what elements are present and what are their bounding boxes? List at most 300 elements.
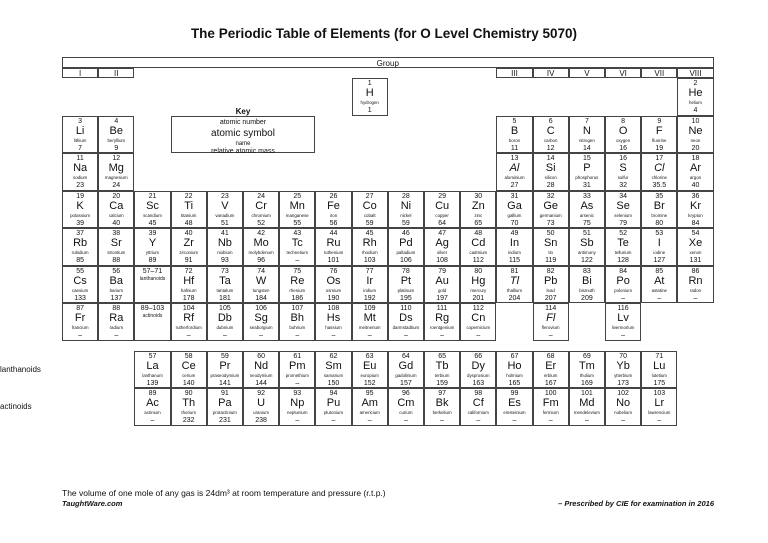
relative-atomic-mass: 192 xyxy=(363,294,376,302)
element-name: tellurium xyxy=(614,250,632,255)
atomic-number: 31 xyxy=(510,192,519,200)
element-symbol: C xyxy=(546,124,555,137)
atomic-number: 69 xyxy=(582,352,591,360)
element-cell-o xyxy=(605,116,641,154)
atomic-number: 74 xyxy=(257,267,265,275)
atomic-number: 106 xyxy=(255,305,267,312)
placeholder-label: lanthanoids xyxy=(139,275,166,282)
element-cell-w xyxy=(243,266,279,304)
atomic-number: 102 xyxy=(617,390,629,397)
relative-atomic-mass: – xyxy=(440,417,445,424)
atomic-number: 22 xyxy=(184,192,193,200)
element-name: helium xyxy=(689,100,702,105)
element-symbol: Ne xyxy=(688,124,703,137)
relative-atomic-mass: – xyxy=(295,417,300,424)
element-cell-br xyxy=(641,191,677,229)
element-name: calcium xyxy=(108,212,124,218)
element-symbol: As xyxy=(580,199,594,212)
element-cell-cu xyxy=(424,191,460,229)
element-symbol: No xyxy=(616,397,631,409)
element-cell-bk xyxy=(424,388,460,426)
element-name: vanadium xyxy=(215,212,235,218)
atomic-number: 90 xyxy=(184,390,193,397)
element-symbol: H xyxy=(365,87,374,99)
atomic-number: 97 xyxy=(438,390,446,397)
element-name: thallium xyxy=(506,287,523,293)
periodic-table xyxy=(0,57,714,487)
atomic-number: 60 xyxy=(257,352,265,360)
relative-atomic-mass: 1 xyxy=(367,107,372,114)
element-symbol: Rn xyxy=(688,274,703,287)
element-name: bohrium xyxy=(289,325,306,330)
element-symbol: Pr xyxy=(219,359,231,372)
relative-atomic-mass: 173 xyxy=(617,379,629,387)
element-cell-cf xyxy=(460,388,496,426)
placeholder-range: 57–71 xyxy=(142,267,163,275)
atomic-number: 19 xyxy=(76,192,84,200)
relative-atomic-mass: 190 xyxy=(327,294,340,302)
element-cell-as xyxy=(569,191,605,229)
element-symbol: U xyxy=(257,397,266,409)
element-symbol: Pt xyxy=(400,274,412,287)
element-symbol: Pd xyxy=(399,237,413,249)
element-symbol: Mg xyxy=(108,162,124,174)
relative-atomic-mass: – xyxy=(621,332,626,339)
element-name: lithium xyxy=(73,137,87,143)
element-symbol: Ds xyxy=(399,312,413,324)
element-symbol: Rb xyxy=(73,237,88,249)
element-symbol: B xyxy=(510,124,519,137)
element-cell-cs xyxy=(62,266,98,304)
group-header-i: I xyxy=(62,68,98,78)
relative-atomic-mass: 35.5 xyxy=(652,182,667,189)
element-name: iron xyxy=(329,212,338,218)
relative-atomic-mass: 32 xyxy=(619,182,627,189)
element-symbol: Am xyxy=(361,397,378,409)
element-cell-mn xyxy=(279,191,315,229)
relative-atomic-mass: – xyxy=(476,332,481,339)
element-name: barium xyxy=(109,287,123,293)
atomic-number: 41 xyxy=(220,230,229,237)
element-name: nickel xyxy=(400,212,412,218)
relative-atomic-mass: – xyxy=(440,332,445,339)
element-symbol: Rf xyxy=(183,312,195,324)
relative-atomic-mass: 11 xyxy=(510,144,519,152)
relative-atomic-mass: 88 xyxy=(112,257,121,264)
element-cell-sm xyxy=(315,351,351,389)
element-name: curium xyxy=(399,410,413,415)
element-cell-th xyxy=(171,388,207,426)
element-symbol: Mo xyxy=(253,237,269,249)
relative-atomic-mass: 39 xyxy=(76,219,84,227)
element-cell-at xyxy=(641,266,677,304)
element-cell-bh xyxy=(279,303,315,341)
atomic-number: 104 xyxy=(182,305,195,312)
element-name: boron xyxy=(508,137,521,143)
element-symbol: Cf xyxy=(472,397,484,409)
key-atomic-symbol: atomic symbol xyxy=(211,127,275,139)
element-symbol: He xyxy=(688,87,703,99)
lanthanoids-row-label: lanthanoids xyxy=(0,364,41,374)
element-cell-c xyxy=(533,116,569,154)
element-cell-ag xyxy=(424,228,460,266)
element-cell-cd xyxy=(460,228,496,266)
element-symbol: Fr xyxy=(74,312,86,324)
element-cell-cm xyxy=(388,388,424,426)
element-cell-pb xyxy=(533,266,569,304)
element-name: silver xyxy=(436,250,448,255)
element-cell-gd xyxy=(388,351,424,389)
element-name: tantalum xyxy=(216,287,234,293)
atomic-number: 86 xyxy=(691,267,700,275)
atomic-number: 35 xyxy=(655,192,664,200)
element-name: palladium xyxy=(396,250,416,255)
atomic-number: 82 xyxy=(546,267,555,275)
key-box xyxy=(171,116,316,154)
relative-atomic-mass: 12 xyxy=(546,144,555,152)
element-name: erbium xyxy=(543,372,558,378)
element-cell-db xyxy=(207,303,243,341)
relative-atomic-mass: 127 xyxy=(653,257,666,264)
element-name: plutonium xyxy=(323,410,343,415)
element-cell-rn xyxy=(677,266,713,304)
element-symbol: Th xyxy=(182,397,196,409)
element-cell-ru xyxy=(315,228,351,266)
relative-atomic-mass: – xyxy=(150,417,155,424)
atomic-number: 77 xyxy=(365,267,374,275)
relative-atomic-mass: 152 xyxy=(363,379,376,387)
element-cell-he xyxy=(677,78,713,116)
element-cell-v xyxy=(207,191,243,229)
element-cell-ra xyxy=(98,303,134,341)
element-name: praseodymium xyxy=(210,372,240,378)
atomic-number: 61 xyxy=(293,352,302,360)
element-cell-ni xyxy=(388,191,424,229)
element-symbol: Cd xyxy=(471,237,486,249)
element-name: carbon xyxy=(543,137,558,143)
element-cell-ar xyxy=(677,153,713,191)
atomic-number: 57 xyxy=(148,352,157,360)
element-symbol: Cr xyxy=(255,199,267,212)
element-symbol: W xyxy=(255,274,267,287)
element-symbol: In xyxy=(509,237,520,249)
element-symbol: Lv xyxy=(617,312,629,324)
atomic-number: 55 xyxy=(76,267,84,275)
relative-atomic-mass: 184 xyxy=(255,294,267,302)
element-symbol: Tm xyxy=(578,359,595,372)
atomic-number: 99 xyxy=(510,390,519,397)
relative-atomic-mass: 24 xyxy=(112,182,121,189)
atomic-number: 36 xyxy=(691,192,700,200)
footer-gas-volume-note: The volume of one mole of any gas is 24dm³ at room temperature and pressure (r.t.p.) xyxy=(62,488,386,498)
relative-atomic-mass: – xyxy=(584,417,589,424)
element-symbol: Re xyxy=(290,274,305,287)
element-cell-tc xyxy=(279,228,315,266)
element-symbol: Hs xyxy=(326,312,341,324)
element-name: seaborgium xyxy=(249,325,273,330)
element-symbol: Al xyxy=(509,162,520,174)
actinoids-row-label: actinoids xyxy=(0,402,32,411)
element-cell-h xyxy=(352,78,388,116)
relative-atomic-mass: 91 xyxy=(184,257,193,264)
element-symbol: Sb xyxy=(580,237,594,249)
element-name: sodium xyxy=(73,175,88,180)
atomic-number: 38 xyxy=(112,230,121,237)
relative-atomic-mass: 27 xyxy=(510,182,519,189)
atomic-number: 24 xyxy=(257,192,265,200)
element-cell-ga xyxy=(496,191,532,229)
element-symbol: Mt xyxy=(363,312,376,324)
element-symbol: I xyxy=(657,237,661,249)
relative-atomic-mass: – xyxy=(512,417,517,424)
element-name: silicon xyxy=(544,175,557,180)
element-symbol: Rg xyxy=(435,312,450,324)
relative-atomic-mass: 201 xyxy=(472,294,485,302)
element-name: polonium xyxy=(614,287,632,293)
element-name: americium xyxy=(359,410,380,415)
relative-atomic-mass: 28 xyxy=(546,182,555,189)
element-name: copper xyxy=(435,212,449,218)
atomic-number: 114 xyxy=(545,305,557,312)
key-atomic-number: atomic number xyxy=(219,118,267,126)
element-name: zinc xyxy=(474,212,483,218)
element-cell-fr xyxy=(62,303,98,341)
element-symbol: O xyxy=(618,124,628,137)
relative-atomic-mass: 167 xyxy=(544,379,557,387)
element-name: hydrogen xyxy=(360,100,379,105)
element-name: chlorine xyxy=(651,175,667,180)
element-symbol: Be xyxy=(109,124,124,137)
element-cell-i xyxy=(641,228,677,266)
element-cell-rf xyxy=(171,303,207,341)
element-symbol: Fe xyxy=(327,199,340,212)
element-symbol: Lr xyxy=(654,397,665,409)
atomic-number: 65 xyxy=(438,352,446,360)
element-symbol: Bk xyxy=(435,397,449,409)
relative-atomic-mass: – xyxy=(657,294,662,302)
element-symbol: Np xyxy=(290,397,305,409)
element-symbol: Y xyxy=(148,237,157,249)
element-name: neptunium xyxy=(287,410,308,415)
atomic-number: 64 xyxy=(401,352,410,360)
element-cell-fl xyxy=(533,303,569,341)
element-symbol: Tb xyxy=(435,359,449,372)
element-symbol: Fl xyxy=(546,312,556,324)
atomic-number: 27 xyxy=(365,192,374,200)
atomic-number: 112 xyxy=(472,305,484,312)
element-name: samarium xyxy=(323,372,344,378)
element-cell-es xyxy=(496,388,532,426)
element-name: uranium xyxy=(253,410,270,415)
element-cell-kr xyxy=(677,191,713,229)
element-cell-k xyxy=(62,191,98,229)
element-cell-zn xyxy=(460,191,496,229)
relative-atomic-mass: 19 xyxy=(655,144,664,152)
relative-atomic-mass: 40 xyxy=(112,219,121,227)
atomic-number: 71 xyxy=(655,352,664,360)
element-cell-ds xyxy=(388,303,424,341)
element-name: lead xyxy=(546,287,555,293)
element-name: europium xyxy=(360,372,379,378)
element-cell-sg xyxy=(243,303,279,341)
relative-atomic-mass: 115 xyxy=(508,257,521,264)
atomic-number: 44 xyxy=(329,230,338,237)
element-name: chromium xyxy=(251,212,271,218)
element-name: nitrogen xyxy=(578,137,595,143)
element-cell-ta xyxy=(207,266,243,304)
atomic-number: 95 xyxy=(365,390,374,397)
relative-atomic-mass: 51 xyxy=(220,219,229,227)
relative-atomic-mass: 70 xyxy=(510,219,519,227)
atomic-number: 87 xyxy=(76,305,84,312)
atomic-number: 54 xyxy=(691,230,700,237)
relative-atomic-mass: 204 xyxy=(508,294,521,302)
relative-atomic-mass: – xyxy=(657,417,662,424)
element-cell-tb xyxy=(424,351,460,389)
relative-atomic-mass: – xyxy=(403,332,408,339)
relative-atomic-mass: 106 xyxy=(400,257,412,264)
atomic-number: 9 xyxy=(657,117,662,125)
element-symbol: Zn xyxy=(471,199,485,212)
relative-atomic-mass: 181 xyxy=(219,294,231,302)
element-cell-au xyxy=(424,266,460,304)
element-cell-nd xyxy=(243,351,279,389)
element-symbol: Cl xyxy=(654,162,665,174)
atomic-number: 88 xyxy=(112,305,121,312)
atomic-number: 23 xyxy=(220,192,229,200)
atomic-number: 80 xyxy=(474,267,483,275)
element-cell-fm xyxy=(533,388,569,426)
atomic-number: 2 xyxy=(693,80,698,87)
element-cell-er xyxy=(533,351,569,389)
element-cell-nb xyxy=(207,228,243,266)
atomic-number: 91 xyxy=(220,390,229,397)
relative-atomic-mass: 45 xyxy=(148,219,157,227)
element-name: magnesium xyxy=(104,175,128,180)
element-symbol: Nd xyxy=(254,359,269,372)
element-symbol: Sm xyxy=(325,359,342,372)
element-cell-rb xyxy=(62,228,98,266)
atomic-number: 32 xyxy=(546,192,555,200)
atomic-number: 30 xyxy=(474,192,483,200)
element-symbol: Cs xyxy=(73,274,87,287)
atomic-number: 58 xyxy=(184,352,193,360)
element-cell-rg xyxy=(424,303,460,341)
atomic-number: 96 xyxy=(401,390,410,397)
atomic-number: 93 xyxy=(293,390,302,397)
atomic-number: 39 xyxy=(148,230,157,237)
element-name: rutherfordium xyxy=(175,325,202,330)
relative-atomic-mass: 175 xyxy=(653,379,666,387)
atomic-number: 76 xyxy=(329,267,338,275)
relative-atomic-mass: 140 xyxy=(182,379,195,387)
element-cell-f xyxy=(641,116,677,154)
element-symbol: Os xyxy=(326,274,341,287)
group-header-vii: VII xyxy=(641,68,677,78)
atomic-number: 100 xyxy=(544,390,557,397)
atomic-number: 72 xyxy=(184,267,193,275)
element-cell-ti xyxy=(171,191,207,229)
element-cell-pd xyxy=(388,228,424,266)
element-name: thorium xyxy=(181,410,196,415)
placeholder-label: actinoids xyxy=(142,313,163,319)
atomic-number: 83 xyxy=(582,267,591,275)
element-name: cerium xyxy=(182,372,196,378)
element-name: mercury xyxy=(470,287,487,293)
element-name: xenon xyxy=(689,250,702,255)
atomic-number: 42 xyxy=(257,230,265,237)
element-name: protactinium xyxy=(212,410,237,415)
key-title: Key xyxy=(235,106,251,116)
element-name: hassium xyxy=(325,325,342,330)
element-name: terbium xyxy=(434,372,450,378)
element-cell-al xyxy=(496,153,532,191)
element-symbol: Ac xyxy=(146,397,159,409)
atomic-number: 11 xyxy=(76,155,84,162)
element-symbol: Si xyxy=(545,162,556,174)
element-name: fluorine xyxy=(652,137,667,143)
relative-atomic-mass: – xyxy=(331,417,336,424)
relative-atomic-mass: 85 xyxy=(76,257,84,264)
atomic-number: 47 xyxy=(438,230,446,237)
element-cell-rh xyxy=(352,228,388,266)
element-cell-mg xyxy=(98,153,134,191)
element-symbol: Er xyxy=(545,359,557,372)
relative-atomic-mass: 122 xyxy=(581,257,593,264)
atomic-number: 75 xyxy=(293,267,302,275)
atomic-number: 98 xyxy=(474,390,483,397)
element-symbol: Sn xyxy=(543,237,558,249)
element-name: arsenic xyxy=(579,212,594,218)
relative-atomic-mass: 31 xyxy=(582,182,591,189)
element-symbol: At xyxy=(654,274,665,287)
key-name: name xyxy=(235,140,251,147)
element-cell-la xyxy=(134,351,170,389)
element-name: nobelium xyxy=(614,410,632,415)
element-name: gadolinium xyxy=(395,372,417,378)
element-symbol: Eu xyxy=(362,359,377,372)
atomic-number: 26 xyxy=(329,192,338,200)
element-cell-mo xyxy=(243,228,279,266)
atomic-number: 63 xyxy=(365,352,374,360)
key-relative-atomic-mass: relative atomic mass xyxy=(211,147,275,155)
relative-atomic-mass: – xyxy=(259,332,264,339)
relative-atomic-mass: – xyxy=(367,417,372,424)
atomic-number: 52 xyxy=(619,230,627,237)
relative-atomic-mass: 80 xyxy=(655,219,664,227)
relative-atomic-mass: 119 xyxy=(545,257,557,264)
relative-atomic-mass: – xyxy=(548,332,553,339)
element-symbol: La xyxy=(146,359,159,372)
element-name: caesium xyxy=(71,287,89,293)
atomic-number: 85 xyxy=(655,267,664,275)
relative-atomic-mass: 64 xyxy=(438,219,446,227)
relative-atomic-mass: 209 xyxy=(581,294,593,302)
element-name: actinium xyxy=(144,410,161,415)
element-cell-lv xyxy=(605,303,641,341)
atomic-number: 28 xyxy=(401,192,410,200)
element-symbol: Br xyxy=(653,199,665,212)
relative-atomic-mass: 48 xyxy=(184,219,193,227)
element-cell-md xyxy=(569,388,605,426)
element-cell-cl xyxy=(641,153,677,191)
element-symbol: Ag xyxy=(435,237,449,249)
relative-atomic-mass: 232 xyxy=(182,417,195,424)
element-cell-pa xyxy=(207,388,243,426)
atomic-number: 5 xyxy=(512,117,517,125)
element-name: gallium xyxy=(507,212,522,218)
element-symbol: Md xyxy=(579,397,595,409)
